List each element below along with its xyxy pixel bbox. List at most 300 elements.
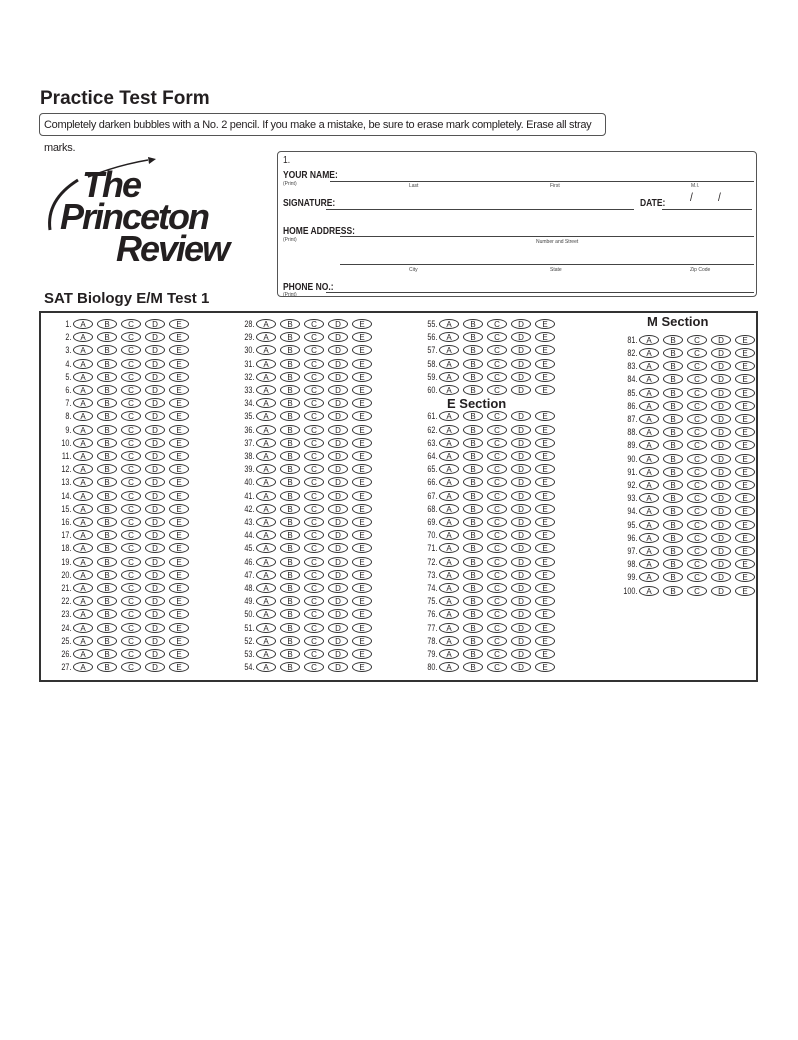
- answer-bubble-a[interactable]: A: [639, 348, 659, 358]
- answer-bubble-a[interactable]: A: [439, 332, 459, 342]
- answer-bubble-a[interactable]: A: [256, 372, 276, 382]
- answer-bubble-d[interactable]: D: [711, 480, 731, 490]
- answer-bubble-e[interactable]: E: [735, 361, 755, 371]
- answer-bubble-e[interactable]: E: [735, 520, 755, 530]
- answer-bubble-c[interactable]: C: [304, 530, 324, 540]
- answer-bubble-d[interactable]: D: [328, 451, 348, 461]
- answer-bubble-d[interactable]: D: [711, 401, 731, 411]
- answer-bubble-b[interactable]: B: [463, 517, 483, 527]
- answer-bubble-a[interactable]: A: [439, 385, 459, 395]
- answer-bubble-b[interactable]: B: [280, 345, 300, 355]
- answer-bubble-a[interactable]: A: [439, 491, 459, 501]
- answer-bubble-e[interactable]: E: [169, 411, 189, 421]
- answer-bubble-a[interactable]: A: [439, 345, 459, 355]
- answer-bubble-c[interactable]: C: [121, 398, 141, 408]
- answer-bubble-d[interactable]: D: [511, 411, 531, 421]
- answer-bubble-d[interactable]: D: [328, 609, 348, 619]
- answer-bubble-b[interactable]: B: [280, 425, 300, 435]
- answer-bubble-d[interactable]: D: [711, 454, 731, 464]
- answer-bubble-b[interactable]: B: [663, 586, 683, 596]
- answer-bubble-c[interactable]: C: [304, 464, 324, 474]
- answer-bubble-b[interactable]: B: [97, 438, 117, 448]
- answer-bubble-b[interactable]: B: [97, 411, 117, 421]
- answer-bubble-c[interactable]: C: [121, 530, 141, 540]
- answer-bubble-e[interactable]: E: [735, 586, 755, 596]
- answer-bubble-c[interactable]: C: [121, 319, 141, 329]
- answer-bubble-b[interactable]: B: [463, 411, 483, 421]
- answer-bubble-d[interactable]: D: [145, 372, 165, 382]
- answer-bubble-c[interactable]: C: [121, 557, 141, 567]
- answer-bubble-a[interactable]: A: [639, 493, 659, 503]
- answer-bubble-e[interactable]: E: [735, 533, 755, 543]
- answer-bubble-d[interactable]: D: [511, 557, 531, 567]
- answer-bubble-b[interactable]: B: [97, 451, 117, 461]
- answer-bubble-c[interactable]: C: [487, 332, 507, 342]
- answer-bubble-a[interactable]: A: [439, 596, 459, 606]
- answer-bubble-d[interactable]: D: [145, 385, 165, 395]
- answer-bubble-b[interactable]: B: [463, 596, 483, 606]
- answer-bubble-e[interactable]: E: [352, 504, 372, 514]
- answer-bubble-e[interactable]: E: [735, 493, 755, 503]
- answer-bubble-b[interactable]: B: [663, 493, 683, 503]
- answer-bubble-c[interactable]: C: [121, 332, 141, 342]
- answer-bubble-c[interactable]: C: [304, 649, 324, 659]
- answer-bubble-c[interactable]: C: [121, 609, 141, 619]
- answer-bubble-b[interactable]: B: [97, 623, 117, 633]
- answer-bubble-a[interactable]: A: [256, 345, 276, 355]
- answer-bubble-d[interactable]: D: [511, 570, 531, 580]
- answer-bubble-b[interactable]: B: [97, 530, 117, 540]
- answer-bubble-d[interactable]: D: [145, 504, 165, 514]
- answer-bubble-c[interactable]: C: [121, 583, 141, 593]
- answer-bubble-c[interactable]: C: [121, 464, 141, 474]
- answer-bubble-a[interactable]: A: [256, 464, 276, 474]
- answer-bubble-d[interactable]: D: [511, 345, 531, 355]
- answer-bubble-b[interactable]: B: [280, 491, 300, 501]
- answer-bubble-c[interactable]: C: [487, 623, 507, 633]
- answer-bubble-a[interactable]: A: [439, 543, 459, 553]
- answer-bubble-d[interactable]: D: [511, 491, 531, 501]
- answer-bubble-b[interactable]: B: [663, 559, 683, 569]
- answer-bubble-c[interactable]: C: [687, 559, 707, 569]
- answer-bubble-a[interactable]: A: [73, 623, 93, 633]
- answer-bubble-a[interactable]: A: [73, 477, 93, 487]
- answer-bubble-d[interactable]: D: [328, 411, 348, 421]
- answer-bubble-d[interactable]: D: [328, 332, 348, 342]
- answer-bubble-c[interactable]: C: [687, 572, 707, 582]
- answer-bubble-e[interactable]: E: [352, 583, 372, 593]
- answer-bubble-c[interactable]: C: [304, 609, 324, 619]
- answer-bubble-b[interactable]: B: [663, 480, 683, 490]
- answer-bubble-d[interactable]: D: [145, 636, 165, 646]
- answer-bubble-a[interactable]: A: [73, 504, 93, 514]
- answer-bubble-d[interactable]: D: [145, 332, 165, 342]
- answer-bubble-b[interactable]: B: [97, 464, 117, 474]
- answer-bubble-c[interactable]: C: [121, 345, 141, 355]
- answer-bubble-d[interactable]: D: [145, 451, 165, 461]
- answer-bubble-c[interactable]: C: [487, 596, 507, 606]
- answer-bubble-c[interactable]: C: [687, 348, 707, 358]
- answer-bubble-e[interactable]: E: [352, 517, 372, 527]
- answer-bubble-d[interactable]: D: [328, 583, 348, 593]
- answer-bubble-a[interactable]: A: [639, 361, 659, 371]
- answer-bubble-d[interactable]: D: [145, 557, 165, 567]
- answer-bubble-b[interactable]: B: [663, 440, 683, 450]
- answer-bubble-e[interactable]: E: [735, 454, 755, 464]
- answer-bubble-a[interactable]: A: [439, 359, 459, 369]
- answer-bubble-a[interactable]: A: [256, 491, 276, 501]
- answer-bubble-e[interactable]: E: [169, 504, 189, 514]
- answer-bubble-c[interactable]: C: [687, 546, 707, 556]
- answer-bubble-e[interactable]: E: [535, 332, 555, 342]
- answer-bubble-e[interactable]: E: [169, 662, 189, 672]
- answer-bubble-b[interactable]: B: [280, 438, 300, 448]
- answer-bubble-d[interactable]: D: [145, 649, 165, 659]
- answer-bubble-b[interactable]: B: [280, 385, 300, 395]
- answer-bubble-d[interactable]: D: [145, 319, 165, 329]
- answer-bubble-e[interactable]: E: [535, 557, 555, 567]
- answer-bubble-c[interactable]: C: [687, 427, 707, 437]
- answer-bubble-b[interactable]: B: [280, 359, 300, 369]
- answer-bubble-d[interactable]: D: [711, 572, 731, 582]
- answer-bubble-d[interactable]: D: [145, 477, 165, 487]
- answer-bubble-c[interactable]: C: [304, 477, 324, 487]
- answer-bubble-d[interactable]: D: [711, 546, 731, 556]
- answer-bubble-e[interactable]: E: [169, 451, 189, 461]
- answer-bubble-b[interactable]: B: [280, 398, 300, 408]
- answer-bubble-a[interactable]: A: [73, 398, 93, 408]
- answer-bubble-a[interactable]: A: [639, 427, 659, 437]
- answer-bubble-e[interactable]: E: [169, 359, 189, 369]
- answer-bubble-b[interactable]: B: [280, 451, 300, 461]
- answer-bubble-d[interactable]: D: [328, 491, 348, 501]
- answer-bubble-c[interactable]: C: [487, 491, 507, 501]
- answer-bubble-d[interactable]: D: [145, 543, 165, 553]
- answer-bubble-d[interactable]: D: [328, 359, 348, 369]
- answer-bubble-d[interactable]: D: [511, 517, 531, 527]
- answer-bubble-a[interactable]: A: [256, 504, 276, 514]
- answer-bubble-d[interactable]: D: [711, 533, 731, 543]
- answer-bubble-e[interactable]: E: [535, 359, 555, 369]
- answer-bubble-a[interactable]: A: [73, 319, 93, 329]
- answer-bubble-e[interactable]: E: [735, 546, 755, 556]
- answer-bubble-a[interactable]: A: [256, 517, 276, 527]
- answer-bubble-e[interactable]: E: [735, 414, 755, 424]
- answer-bubble-e[interactable]: E: [535, 319, 555, 329]
- answer-bubble-b[interactable]: B: [463, 623, 483, 633]
- answer-bubble-e[interactable]: E: [169, 649, 189, 659]
- answer-bubble-c[interactable]: C: [304, 557, 324, 567]
- answer-bubble-e[interactable]: E: [735, 374, 755, 384]
- answer-bubble-c[interactable]: C: [487, 477, 507, 487]
- answer-bubble-c[interactable]: C: [487, 504, 507, 514]
- answer-bubble-d[interactable]: D: [711, 374, 731, 384]
- answer-bubble-b[interactable]: B: [663, 401, 683, 411]
- answer-bubble-b[interactable]: B: [663, 335, 683, 345]
- answer-bubble-e[interactable]: E: [535, 425, 555, 435]
- answer-bubble-e[interactable]: E: [535, 570, 555, 580]
- answer-bubble-b[interactable]: B: [463, 372, 483, 382]
- answer-bubble-b[interactable]: B: [97, 345, 117, 355]
- answer-bubble-d[interactable]: D: [328, 570, 348, 580]
- answer-bubble-d[interactable]: D: [328, 464, 348, 474]
- answer-bubble-a[interactable]: A: [73, 543, 93, 553]
- answer-bubble-a[interactable]: A: [639, 480, 659, 490]
- answer-bubble-b[interactable]: B: [280, 596, 300, 606]
- answer-bubble-b[interactable]: B: [97, 596, 117, 606]
- answer-bubble-c[interactable]: C: [121, 425, 141, 435]
- answer-bubble-a[interactable]: A: [256, 596, 276, 606]
- answer-bubble-c[interactable]: C: [121, 504, 141, 514]
- answer-bubble-a[interactable]: A: [73, 557, 93, 567]
- answer-bubble-c[interactable]: C: [304, 570, 324, 580]
- answer-bubble-b[interactable]: B: [463, 359, 483, 369]
- answer-bubble-d[interactable]: D: [511, 477, 531, 487]
- answer-bubble-b[interactable]: B: [463, 649, 483, 659]
- answer-bubble-a[interactable]: A: [256, 411, 276, 421]
- answer-bubble-b[interactable]: B: [97, 517, 117, 527]
- answer-bubble-b[interactable]: B: [97, 385, 117, 395]
- answer-bubble-c[interactable]: C: [487, 662, 507, 672]
- answer-bubble-c[interactable]: C: [487, 385, 507, 395]
- answer-bubble-e[interactable]: E: [535, 530, 555, 540]
- answer-bubble-a[interactable]: A: [73, 570, 93, 580]
- answer-bubble-c[interactable]: C: [121, 517, 141, 527]
- answer-bubble-c[interactable]: C: [304, 543, 324, 553]
- answer-bubble-e[interactable]: E: [352, 319, 372, 329]
- answer-bubble-b[interactable]: B: [97, 543, 117, 553]
- answer-bubble-c[interactable]: C: [304, 411, 324, 421]
- answer-bubble-c[interactable]: C: [121, 359, 141, 369]
- answer-bubble-c[interactable]: C: [304, 491, 324, 501]
- answer-bubble-c[interactable]: C: [487, 359, 507, 369]
- answer-bubble-c[interactable]: C: [121, 438, 141, 448]
- answer-bubble-c[interactable]: C: [487, 649, 507, 659]
- answer-bubble-a[interactable]: A: [73, 609, 93, 619]
- answer-bubble-d[interactable]: D: [145, 398, 165, 408]
- answer-bubble-a[interactable]: A: [439, 411, 459, 421]
- answer-bubble-b[interactable]: B: [463, 543, 483, 553]
- answer-bubble-b[interactable]: B: [663, 374, 683, 384]
- answer-bubble-c[interactable]: C: [687, 533, 707, 543]
- answer-bubble-d[interactable]: D: [511, 319, 531, 329]
- answer-bubble-d[interactable]: D: [328, 543, 348, 553]
- answer-bubble-d[interactable]: D: [511, 504, 531, 514]
- answer-bubble-a[interactable]: A: [256, 332, 276, 342]
- answer-bubble-e[interactable]: E: [169, 623, 189, 633]
- answer-bubble-b[interactable]: B: [280, 623, 300, 633]
- answer-bubble-e[interactable]: E: [535, 543, 555, 553]
- answer-bubble-e[interactable]: E: [735, 388, 755, 398]
- answer-bubble-d[interactable]: D: [145, 662, 165, 672]
- answer-bubble-d[interactable]: D: [511, 425, 531, 435]
- date-field[interactable]: [662, 209, 752, 210]
- answer-bubble-c[interactable]: C: [687, 586, 707, 596]
- answer-bubble-c[interactable]: C: [121, 623, 141, 633]
- answer-bubble-e[interactable]: E: [352, 345, 372, 355]
- answer-bubble-d[interactable]: D: [328, 596, 348, 606]
- answer-bubble-c[interactable]: C: [304, 623, 324, 633]
- answer-bubble-d[interactable]: D: [711, 467, 731, 477]
- answer-bubble-b[interactable]: B: [463, 345, 483, 355]
- answer-bubble-e[interactable]: E: [352, 385, 372, 395]
- answer-bubble-b[interactable]: B: [280, 319, 300, 329]
- answer-bubble-c[interactable]: C: [121, 411, 141, 421]
- answer-bubble-e[interactable]: E: [535, 491, 555, 501]
- answer-bubble-a[interactable]: A: [639, 520, 659, 530]
- answer-bubble-d[interactable]: D: [328, 398, 348, 408]
- answer-bubble-c[interactable]: C: [487, 372, 507, 382]
- answer-bubble-e[interactable]: E: [535, 636, 555, 646]
- answer-bubble-c[interactable]: C: [687, 361, 707, 371]
- answer-bubble-d[interactable]: D: [328, 477, 348, 487]
- answer-bubble-e[interactable]: E: [169, 570, 189, 580]
- address-street-field[interactable]: [340, 236, 754, 237]
- answer-bubble-d[interactable]: D: [711, 440, 731, 450]
- answer-bubble-b[interactable]: B: [280, 517, 300, 527]
- answer-bubble-d[interactable]: D: [511, 623, 531, 633]
- answer-bubble-c[interactable]: C: [304, 425, 324, 435]
- answer-bubble-b[interactable]: B: [663, 454, 683, 464]
- answer-bubble-c[interactable]: C: [121, 649, 141, 659]
- answer-bubble-a[interactable]: A: [639, 506, 659, 516]
- answer-bubble-b[interactable]: B: [97, 332, 117, 342]
- answer-bubble-e[interactable]: E: [535, 477, 555, 487]
- answer-bubble-d[interactable]: D: [328, 557, 348, 567]
- answer-bubble-c[interactable]: C: [121, 543, 141, 553]
- answer-bubble-e[interactable]: E: [535, 517, 555, 527]
- answer-bubble-b[interactable]: B: [97, 662, 117, 672]
- answer-bubble-e[interactable]: E: [169, 636, 189, 646]
- answer-bubble-c[interactable]: C: [687, 401, 707, 411]
- answer-bubble-b[interactable]: B: [663, 546, 683, 556]
- answer-bubble-c[interactable]: C: [487, 583, 507, 593]
- answer-bubble-e[interactable]: E: [169, 609, 189, 619]
- answer-bubble-e[interactable]: E: [735, 440, 755, 450]
- answer-bubble-d[interactable]: D: [711, 506, 731, 516]
- answer-bubble-d[interactable]: D: [511, 636, 531, 646]
- answer-bubble-b[interactable]: B: [463, 332, 483, 342]
- answer-bubble-a[interactable]: A: [73, 464, 93, 474]
- answer-bubble-d[interactable]: D: [328, 385, 348, 395]
- answer-bubble-b[interactable]: B: [97, 570, 117, 580]
- answer-bubble-b[interactable]: B: [463, 530, 483, 540]
- answer-bubble-b[interactable]: B: [97, 425, 117, 435]
- answer-bubble-c[interactable]: C: [121, 385, 141, 395]
- answer-bubble-a[interactable]: A: [73, 491, 93, 501]
- answer-bubble-e[interactable]: E: [735, 559, 755, 569]
- answer-bubble-c[interactable]: C: [687, 374, 707, 384]
- answer-bubble-e[interactable]: E: [169, 530, 189, 540]
- answer-bubble-c[interactable]: C: [487, 609, 507, 619]
- answer-bubble-e[interactable]: E: [352, 491, 372, 501]
- answer-bubble-c[interactable]: C: [121, 491, 141, 501]
- answer-bubble-a[interactable]: A: [439, 530, 459, 540]
- answer-bubble-a[interactable]: A: [256, 425, 276, 435]
- answer-bubble-e[interactable]: E: [535, 596, 555, 606]
- answer-bubble-d[interactable]: D: [711, 520, 731, 530]
- answer-bubble-a[interactable]: A: [639, 572, 659, 582]
- answer-bubble-d[interactable]: D: [145, 464, 165, 474]
- answer-bubble-a[interactable]: A: [639, 414, 659, 424]
- answer-bubble-c[interactable]: C: [487, 570, 507, 580]
- answer-bubble-a[interactable]: A: [439, 372, 459, 382]
- answer-bubble-d[interactable]: D: [145, 425, 165, 435]
- answer-bubble-c[interactable]: C: [304, 332, 324, 342]
- answer-bubble-a[interactable]: A: [439, 438, 459, 448]
- answer-bubble-e[interactable]: E: [352, 570, 372, 580]
- answer-bubble-e[interactable]: E: [535, 345, 555, 355]
- answer-bubble-e[interactable]: E: [169, 557, 189, 567]
- answer-bubble-e[interactable]: E: [535, 372, 555, 382]
- answer-bubble-a[interactable]: A: [73, 583, 93, 593]
- answer-bubble-e[interactable]: E: [352, 411, 372, 421]
- answer-bubble-a[interactable]: A: [256, 530, 276, 540]
- answer-bubble-c[interactable]: C: [121, 451, 141, 461]
- answer-bubble-a[interactable]: A: [439, 609, 459, 619]
- answer-bubble-d[interactable]: D: [511, 662, 531, 672]
- answer-bubble-c[interactable]: C: [487, 411, 507, 421]
- answer-bubble-c[interactable]: C: [487, 557, 507, 567]
- answer-bubble-d[interactable]: D: [328, 319, 348, 329]
- answer-bubble-c[interactable]: C: [687, 388, 707, 398]
- answer-bubble-e[interactable]: E: [169, 543, 189, 553]
- answer-bubble-d[interactable]: D: [711, 586, 731, 596]
- answer-bubble-a[interactable]: A: [256, 570, 276, 580]
- phone-field[interactable]: [326, 292, 754, 293]
- answer-bubble-d[interactable]: D: [511, 385, 531, 395]
- answer-bubble-b[interactable]: B: [97, 477, 117, 487]
- answer-bubble-a[interactable]: A: [439, 623, 459, 633]
- answer-bubble-b[interactable]: B: [97, 398, 117, 408]
- answer-bubble-e[interactable]: E: [352, 557, 372, 567]
- answer-bubble-b[interactable]: B: [97, 609, 117, 619]
- answer-bubble-a[interactable]: A: [73, 359, 93, 369]
- answer-bubble-a[interactable]: A: [73, 517, 93, 527]
- answer-bubble-e[interactable]: E: [352, 596, 372, 606]
- answer-bubble-c[interactable]: C: [487, 543, 507, 553]
- answer-bubble-e[interactable]: E: [352, 464, 372, 474]
- answer-bubble-b[interactable]: B: [280, 477, 300, 487]
- answer-bubble-b[interactable]: B: [463, 425, 483, 435]
- answer-bubble-e[interactable]: E: [169, 491, 189, 501]
- answer-bubble-e[interactable]: E: [352, 425, 372, 435]
- answer-bubble-b[interactable]: B: [463, 491, 483, 501]
- answer-bubble-d[interactable]: D: [145, 491, 165, 501]
- answer-bubble-e[interactable]: E: [735, 572, 755, 582]
- answer-bubble-c[interactable]: C: [687, 454, 707, 464]
- answer-bubble-d[interactable]: D: [711, 414, 731, 424]
- answer-bubble-b[interactable]: B: [280, 662, 300, 672]
- answer-bubble-a[interactable]: A: [639, 586, 659, 596]
- answer-bubble-a[interactable]: A: [439, 319, 459, 329]
- answer-bubble-e[interactable]: E: [169, 438, 189, 448]
- answer-bubble-a[interactable]: A: [73, 411, 93, 421]
- answer-bubble-e[interactable]: E: [535, 411, 555, 421]
- answer-bubble-d[interactable]: D: [511, 332, 531, 342]
- answer-bubble-c[interactable]: C: [687, 520, 707, 530]
- answer-bubble-e[interactable]: E: [735, 467, 755, 477]
- answer-bubble-e[interactable]: E: [352, 372, 372, 382]
- answer-bubble-d[interactable]: D: [511, 530, 531, 540]
- answer-bubble-b[interactable]: B: [663, 520, 683, 530]
- signature-field[interactable]: [326, 209, 634, 210]
- answer-bubble-a[interactable]: A: [639, 559, 659, 569]
- answer-bubble-b[interactable]: B: [463, 385, 483, 395]
- answer-bubble-d[interactable]: D: [711, 427, 731, 437]
- answer-bubble-d[interactable]: D: [711, 493, 731, 503]
- answer-bubble-b[interactable]: B: [97, 649, 117, 659]
